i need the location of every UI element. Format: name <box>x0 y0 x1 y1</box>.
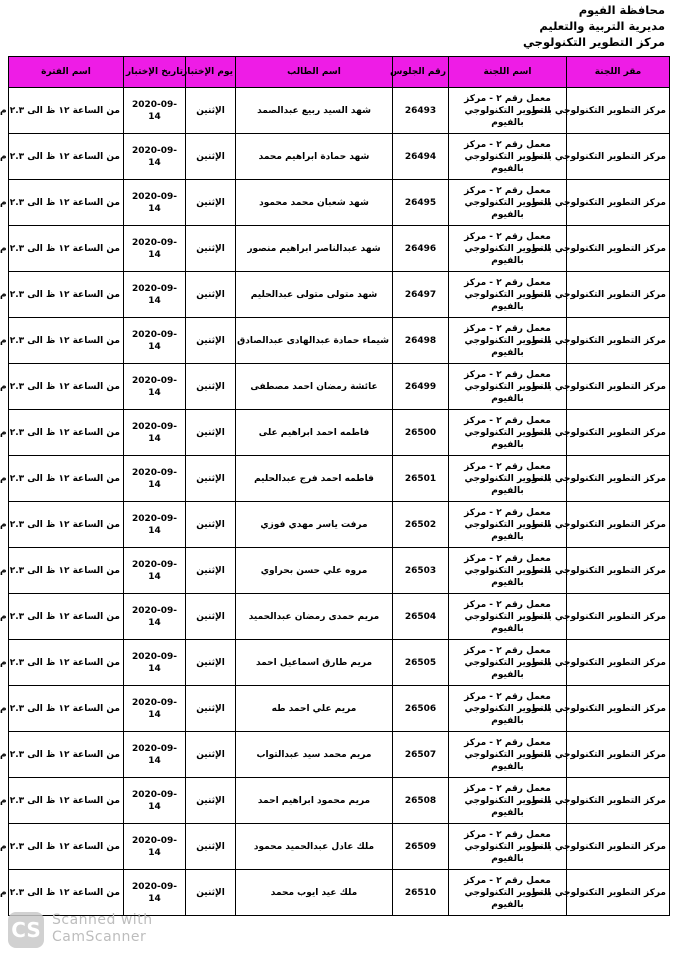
cell-exam-date: 2020-09-14 <box>124 502 186 548</box>
camscanner-logo-icon: CS <box>8 912 44 948</box>
cell-center: مركز التطوير التكنولوجي بدمو <box>567 824 670 870</box>
watermark-text <box>52 912 153 946</box>
cell-center: مركز التطوير التكنولوجي بدمو <box>567 778 670 824</box>
directorate-title: مديرية التربية والتعليم <box>539 19 665 33</box>
cell-exam-day: الإثنين <box>186 88 236 134</box>
cell-exam-date: 2020-09-14 <box>124 456 186 502</box>
cell-committee: معمل رقم ٢ - مركز التطوير التكنولوجي بالفيوم <box>449 410 567 456</box>
cell-exam-period: من الساعة ١٢ ظ الى ٢.٣ م <box>9 502 124 548</box>
cell-exam-day: الإثنين <box>186 226 236 272</box>
cell-committee: معمل رقم ٢ - مركز التطوير التكنولوجي بالفيوم <box>449 640 567 686</box>
cell-exam-day: الإثنين <box>186 318 236 364</box>
cell-exam-date: 2020-09-14 <box>124 364 186 410</box>
cell-exam-date: 2020-09-14 <box>124 548 186 594</box>
cell-center: مركز التطوير التكنولوجي بدمو <box>567 686 670 732</box>
cell-seat-number: 26505 <box>393 640 449 686</box>
cell-seat-number: 26509 <box>393 824 449 870</box>
column-header-seat: رقم الجلوس <box>393 57 449 88</box>
cell-seat-number: 26494 <box>393 134 449 180</box>
cell-committee: معمل رقم ٢ - مركز التطوير التكنولوجي بالفيوم <box>449 870 567 916</box>
watermark-line2: CamScanner <box>52 929 147 945</box>
table-row <box>9 364 670 410</box>
table-row <box>9 226 670 272</box>
cell-exam-period: من الساعة ١٢ ظ الى ٢.٣ م <box>9 134 124 180</box>
cell-center: مركز التطوير التكنولوجي بدمو <box>567 180 670 226</box>
cell-committee: معمل رقم ٢ - مركز التطوير التكنولوجي بالفيوم <box>449 318 567 364</box>
table-row <box>9 410 670 456</box>
cell-exam-day: الإثنين <box>186 732 236 778</box>
cell-exam-day: الإثنين <box>186 364 236 410</box>
cell-exam-day: الإثنين <box>186 824 236 870</box>
cell-student-name: شهد حمادة ابراهيم محمد <box>236 134 393 180</box>
cell-exam-day: الإثنين <box>186 778 236 824</box>
cell-center: مركز التطوير التكنولوجي بدمو <box>567 364 670 410</box>
cell-center: مركز التطوير التكنولوجي بدمو <box>567 732 670 778</box>
table-row <box>9 502 670 548</box>
cell-exam-date: 2020-09-14 <box>124 686 186 732</box>
cell-committee: معمل رقم ٢ - مركز التطوير التكنولوجي بالفيوم <box>449 364 567 410</box>
table-row <box>9 88 670 134</box>
table-body <box>0 88 670 916</box>
cell-seat-number: 26510 <box>393 870 449 916</box>
cell-seat-number: 26497 <box>393 272 449 318</box>
cell-seat-number: 26504 <box>393 594 449 640</box>
cell-center: مركز التطوير التكنولوجي بدمو <box>567 548 670 594</box>
governorate-title: محافظة الفيوم <box>578 3 665 17</box>
cell-seat-number: 26502 <box>393 502 449 548</box>
cell-exam-day: الإثنين <box>186 180 236 226</box>
cell-exam-period: من الساعة ١٢ ظ الى ٢.٣ م <box>9 88 124 134</box>
column-header-committee: اسم اللجنة <box>449 57 567 88</box>
table-header-row <box>9 57 670 88</box>
cell-committee: معمل رقم ٢ - مركز التطوير التكنولوجي بالفيوم <box>449 272 567 318</box>
cell-seat-number: 26507 <box>393 732 449 778</box>
cell-exam-date: 2020-09-14 <box>124 180 186 226</box>
cell-committee: معمل رقم ٢ - مركز التطوير التكنولوجي بالفيوم <box>449 456 567 502</box>
cell-center: مركز التطوير التكنولوجي بدمو <box>567 870 670 916</box>
cell-center: مركز التطوير التكنولوجي بدمو <box>567 502 670 548</box>
watermark-line1: Scanned with <box>52 912 153 928</box>
cell-exam-day: الإثنين <box>186 640 236 686</box>
cell-student-name: مريم محمد سيد عبدالتواب <box>236 732 393 778</box>
cell-exam-period: من الساعة ١٢ ظ الى ٢.٣ م <box>9 686 124 732</box>
cell-student-name: مريم علي احمد طه <box>236 686 393 732</box>
table-row <box>9 640 670 686</box>
cell-seat-number: 26503 <box>393 548 449 594</box>
cell-exam-date: 2020-09-14 <box>124 318 186 364</box>
cell-exam-day: الإثنين <box>186 410 236 456</box>
cell-center: مركز التطوير التكنولوجي بدمو <box>567 318 670 364</box>
cell-seat-number: 26498 <box>393 318 449 364</box>
cell-exam-period: من الساعة ١٢ ظ الى ٢.٣ م <box>9 778 124 824</box>
cell-seat-number: 26508 <box>393 778 449 824</box>
camscanner-watermark <box>8 910 208 950</box>
cell-exam-day: الإثنين <box>186 594 236 640</box>
cell-committee: معمل رقم ٢ - مركز التطوير التكنولوجي بالفيوم <box>449 594 567 640</box>
cell-student-name: مريم طارق اسماعيل احمد <box>236 640 393 686</box>
cell-committee: معمل رقم ٢ - مركز التطوير التكنولوجي بالفيوم <box>449 502 567 548</box>
table-row <box>9 778 670 824</box>
cell-exam-period: من الساعة ١٢ ظ الى ٢.٣ م <box>9 180 124 226</box>
cell-student-name: مريم محمود ابراهيم احمد <box>236 778 393 824</box>
table-row <box>9 180 670 226</box>
cell-exam-day: الإثنين <box>186 456 236 502</box>
cell-student-name: شهد شعبان محمد محمود <box>236 180 393 226</box>
table-row <box>9 870 670 916</box>
table-row <box>9 732 670 778</box>
cell-exam-period: من الساعة ١٢ ظ الى ٢.٣ م <box>9 226 124 272</box>
cell-committee: معمل رقم ٢ - مركز التطوير التكنولوجي بالفيوم <box>449 134 567 180</box>
cell-exam-date: 2020-09-14 <box>124 226 186 272</box>
cell-exam-period: من الساعة ١٢ ظ الى ٢.٣ م <box>9 548 124 594</box>
cell-center: مركز التطوير التكنولوجي بدمو <box>567 272 670 318</box>
table-row <box>9 824 670 870</box>
cell-exam-date: 2020-09-14 <box>124 410 186 456</box>
cell-center: مركز التطوير التكنولوجي بدمو <box>567 88 670 134</box>
table-row <box>9 548 670 594</box>
column-header-period: اسم الفترة <box>9 57 124 88</box>
cell-exam-period: من الساعة ١٢ ظ الى ٢.٣ م <box>9 272 124 318</box>
cell-exam-day: الإثنين <box>186 502 236 548</box>
cell-center: مركز التطوير التكنولوجي بدمو <box>567 456 670 502</box>
cell-student-name: شيماء حمادة عبدالهادى عبدالصادق <box>236 318 393 364</box>
cell-center: مركز التطوير التكنولوجي بدمو <box>567 134 670 180</box>
cell-exam-period: من الساعة ١٢ ظ الى ٢.٣ م <box>9 732 124 778</box>
cell-center: مركز التطوير التكنولوجي بدمو <box>567 594 670 640</box>
cell-seat-number: 26506 <box>393 686 449 732</box>
cell-student-name: مروه علي حسن بحراوي <box>236 548 393 594</box>
cell-student-name: شهد متولى متولى عبدالحليم <box>236 272 393 318</box>
column-header-student: اسم الطالب <box>236 57 393 88</box>
cell-student-name: فاطمه احمد ابراهيم على <box>236 410 393 456</box>
cell-exam-period: من الساعة ١٢ ظ الى ٢.٣ م <box>9 364 124 410</box>
cell-student-name: شهد عبدالناصر ابراهيم منصور <box>236 226 393 272</box>
cell-exam-period: من الساعة ١٢ ظ الى ٢.٣ م <box>9 410 124 456</box>
cell-exam-period: من الساعة ١٢ ظ الى ٢.٣ م <box>9 318 124 364</box>
column-header-day: يوم الإختبار <box>186 57 236 88</box>
cell-committee: معمل رقم ٢ - مركز التطوير التكنولوجي بالفيوم <box>449 548 567 594</box>
cell-exam-period: من الساعة ١٢ ظ الى ٢.٣ م <box>9 640 124 686</box>
cell-exam-period: من الساعة ١٢ ظ الى ٢.٣ م <box>9 870 124 916</box>
cell-exam-date: 2020-09-14 <box>124 134 186 180</box>
cell-student-name: عائشة رمضان احمد مصطفى <box>236 364 393 410</box>
cell-exam-date: 2020-09-14 <box>124 594 186 640</box>
cell-committee: معمل رقم ٢ - مركز التطوير التكنولوجي بالفيوم <box>449 778 567 824</box>
cell-committee: معمل رقم ٢ - مركز التطوير التكنولوجي بالفيوم <box>449 732 567 778</box>
cell-student-name: ملك عادل عبدالحميد محمود <box>236 824 393 870</box>
cell-exam-date: 2020-09-14 <box>124 732 186 778</box>
cell-committee: معمل رقم ٢ - مركز التطوير التكنولوجي بالفيوم <box>449 686 567 732</box>
cell-center: مركز التطوير التكنولوجي بدمو <box>567 640 670 686</box>
cell-center: مركز التطوير التكنولوجي بدمو <box>567 410 670 456</box>
cell-student-name: شهد السيد ربيع عبدالصمد <box>236 88 393 134</box>
cell-exam-date: 2020-09-14 <box>124 640 186 686</box>
cell-committee: معمل رقم ٢ - مركز التطوير التكنولوجي بالفيوم <box>449 180 567 226</box>
cell-exam-date: 2020-09-14 <box>124 88 186 134</box>
cell-exam-day: الإثنين <box>186 134 236 180</box>
table-row <box>9 686 670 732</box>
cell-committee: معمل رقم ٢ - مركز التطوير التكنولوجي بالفيوم <box>449 824 567 870</box>
table-row <box>9 134 670 180</box>
cell-seat-number: 26493 <box>393 88 449 134</box>
cell-seat-number: 26495 <box>393 180 449 226</box>
column-header-center: مقر اللجنة <box>567 57 670 88</box>
column-header-date: تاريخ الإختبار <box>124 57 186 88</box>
cell-exam-period: من الساعة ١٢ ظ الى ٢.٣ م <box>9 456 124 502</box>
cell-committee: معمل رقم ٢ - مركز التطوير التكنولوجي بالفيوم <box>449 226 567 272</box>
cell-seat-number: 26496 <box>393 226 449 272</box>
table-row <box>9 456 670 502</box>
cell-exam-period: من الساعة ١٢ ظ الى ٢.٣ م <box>9 824 124 870</box>
cell-exam-date: 2020-09-14 <box>124 870 186 916</box>
table-row <box>9 318 670 364</box>
cell-student-name: مريم حمدى رمضان عبدالحميد <box>236 594 393 640</box>
cell-seat-number: 26501 <box>393 456 449 502</box>
cell-exam-day: الإثنين <box>186 686 236 732</box>
cell-seat-number: 26499 <box>393 364 449 410</box>
table-row <box>9 594 670 640</box>
center-title: مركز التطوير التكنولوجي <box>523 35 665 49</box>
cell-exam-day: الإثنين <box>186 272 236 318</box>
table-row <box>9 272 670 318</box>
document-header <box>365 2 665 50</box>
cell-exam-day: الإثنين <box>186 548 236 594</box>
cell-exam-period: من الساعة ١٢ ظ الى ٢.٣ م <box>9 594 124 640</box>
cell-seat-number: 26500 <box>393 410 449 456</box>
cell-student-name: مرفت ياسر مهدي فوزي <box>236 502 393 548</box>
cell-student-name: فاطمه احمد فرج عبدالحليم <box>236 456 393 502</box>
cell-exam-date: 2020-09-14 <box>124 824 186 870</box>
cell-exam-date: 2020-09-14 <box>124 272 186 318</box>
cell-student-name: ملك عيد ايوب محمد <box>236 870 393 916</box>
cell-exam-date: 2020-09-14 <box>124 778 186 824</box>
cell-committee: معمل رقم ٢ - مركز التطوير التكنولوجي بالفيوم <box>449 88 567 134</box>
exam-roster-table <box>0 56 670 916</box>
cell-center: مركز التطوير التكنولوجي بدمو <box>567 226 670 272</box>
cell-exam-day: الإثنين <box>186 870 236 916</box>
